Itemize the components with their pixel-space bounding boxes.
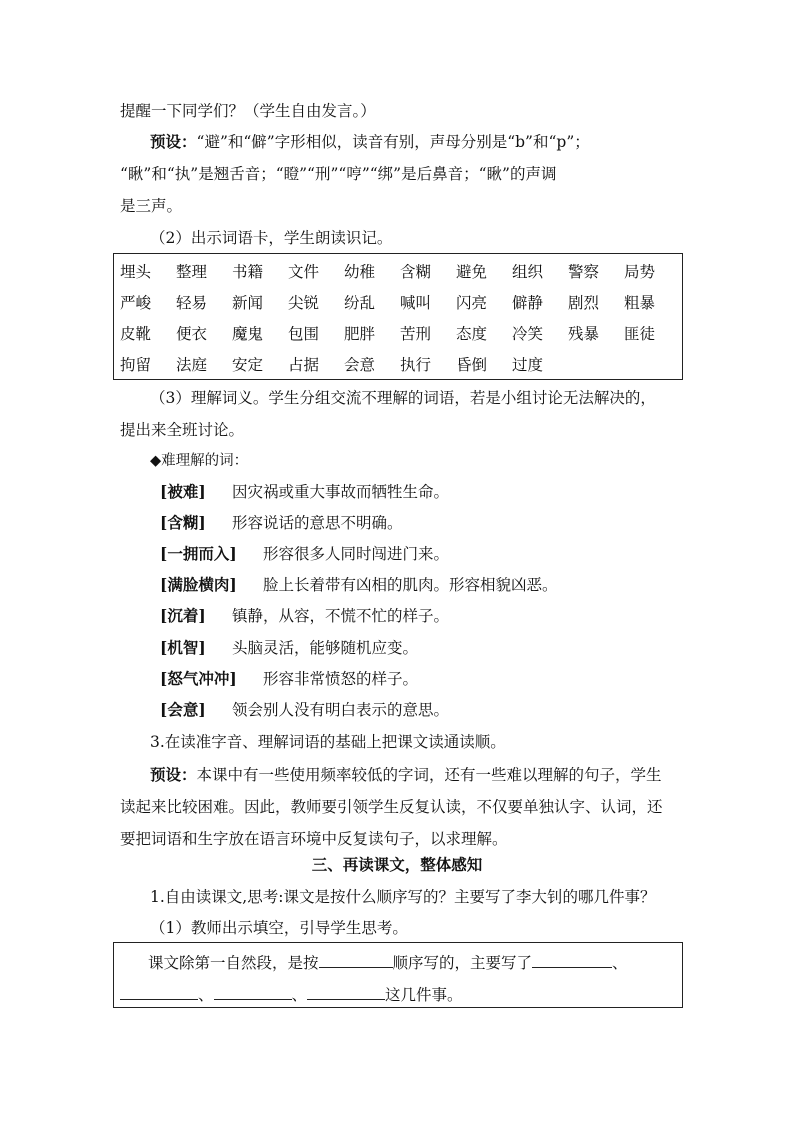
- word-card-word: 避免: [456, 263, 488, 281]
- word-card-word: 粗暴: [624, 294, 656, 312]
- step-2-line: （2）出示词语卡，学生朗读识记。: [150, 229, 393, 247]
- fill-sep-1: 、: [612, 954, 628, 972]
- fill-sep-3: 、: [291, 986, 308, 1004]
- step-3-main: 3.在读准字音、理解词语的基础上把课文读通读顺。: [150, 733, 506, 751]
- definition-meaning: 头脑灵活，能够随机应变。: [232, 639, 419, 657]
- word-card-word: 占据: [288, 356, 320, 374]
- word-card-word: 喊叫: [400, 294, 432, 312]
- word-card-word: 局势: [624, 263, 656, 281]
- word-card-word: 剧烈: [568, 294, 600, 312]
- preset2-line-2: 读起来比较困难。因此，教师要引领学生反复认读，不仅要单独认字、认词，还: [120, 798, 663, 816]
- fill-blank-1[interactable]: [532, 952, 612, 968]
- fill-blank-order[interactable]: [319, 952, 393, 968]
- fill-text-b: 顺序写的，主要写了: [392, 954, 533, 972]
- word-card-word: 新闻: [232, 294, 264, 312]
- word-card-word: 幼稚: [344, 263, 376, 281]
- word-card-word: 纷乱: [344, 294, 376, 312]
- word-card-word: 过度: [512, 356, 544, 374]
- preset2-label: 预设：: [150, 765, 197, 784]
- preset2-line-3: 要把词语和生字放在语言环境中反复读句子，以求理解。: [120, 830, 508, 848]
- word-card-word: 埋头: [120, 263, 152, 281]
- preset-label: 预设：: [150, 132, 197, 151]
- definition-meaning: 形容很多人同时闯进门来。: [263, 545, 450, 563]
- word-card-word: 尖锐: [288, 294, 320, 312]
- step-3-line-2: 提出来全班讨论。: [120, 421, 245, 439]
- word-card-word: 肥胖: [344, 325, 376, 343]
- definition-term: [被难]: [160, 482, 206, 501]
- word-card-word: 警察: [568, 263, 600, 281]
- fill-sep-2: 、: [198, 986, 214, 1004]
- preset-line-1: [150, 132, 590, 152]
- word-card-word: 安定: [232, 356, 264, 374]
- definition-term: [怒气冲冲]: [160, 669, 237, 688]
- definition-term: [机智]: [160, 638, 206, 657]
- word-card-word: 匪徒: [624, 325, 656, 343]
- definition-term: [满脸横肉]: [160, 575, 237, 594]
- task-1-line: 1.自由读课文,思考:课文是按什么顺序写的？主要写了李大钊的哪几件事？: [150, 888, 656, 906]
- preset-line-3: 是三声。: [120, 197, 183, 215]
- definition-meaning: 形容非常愤怒的样子。: [263, 670, 419, 688]
- definition-meaning: 镇静，从容，不慌不忙的样子。: [232, 607, 450, 625]
- fill-in-line-1: [148, 952, 628, 973]
- word-card-word: 昏倒: [456, 356, 488, 374]
- step-3-line-1: （3）理解词义。学生分组交流不理解的词语，若是小组讨论无法解决的，: [150, 389, 656, 407]
- preset-line-2: “瞅”和“执”是翘舌音；“瞪”“刑”“哼”“绑”是后鼻音；“瞅”的声调: [120, 165, 557, 183]
- fill-blank-2[interactable]: [120, 984, 198, 1000]
- word-card-word: 魔鬼: [232, 325, 264, 343]
- word-card-word: 便衣: [176, 325, 208, 343]
- word-card-word: 组织: [512, 263, 544, 281]
- definition-term: [含糊]: [160, 513, 206, 532]
- word-card-word: 苦刑: [400, 325, 432, 343]
- word-card-word: 整理: [176, 263, 208, 281]
- definition-term: [会意]: [160, 700, 206, 719]
- section-heading: 三、再读课文，整体感知: [311, 855, 483, 874]
- hard-words-heading: ◆难理解的词：: [150, 453, 249, 469]
- preset2-line-1: [150, 765, 662, 785]
- word-card-word: 皮靴: [120, 325, 152, 343]
- word-card-word: 文件: [288, 263, 320, 281]
- fill-blank-3[interactable]: [214, 984, 292, 1000]
- word-card-word: 拘留: [120, 356, 152, 374]
- word-card-word: 残暴: [568, 325, 600, 343]
- word-card-word: 书籍: [232, 263, 264, 281]
- word-card-word: 冷笑: [512, 325, 544, 343]
- word-card-word: 严峻: [120, 294, 152, 312]
- definition-meaning: 脸上长着带有凶相的肌肉。形容相貌凶恶。: [263, 576, 558, 594]
- word-card-word: 法庭: [176, 356, 208, 374]
- word-card-word: 闪亮: [456, 294, 488, 312]
- word-card-word: 会意: [344, 356, 376, 374]
- preset2-text: 本课中有一些使用频率较低的字词，还有一些难以理解的句子，学生: [196, 766, 662, 784]
- task-1-sub: （1）教师出示填空，引导学生思考。: [150, 919, 408, 937]
- definition-meaning: 形容说话的意思不明确。: [232, 514, 403, 532]
- definition-meaning: 因灾祸或重大事故而牺牲生命。: [232, 483, 450, 501]
- word-card-word: 僻静: [512, 294, 544, 312]
- definition-term: [沉着]: [160, 606, 206, 625]
- fill-blank-4[interactable]: [307, 984, 385, 1000]
- fill-text-a: 课文除第一自然段，是按: [148, 954, 319, 972]
- word-card-word: 含糊: [400, 263, 432, 281]
- preset-text: “避”和“僻”字形相似，读音有别，声母分别是“b”和“p”；: [196, 133, 590, 151]
- word-card-word: 态度: [456, 325, 488, 343]
- word-card-word: 执行: [400, 356, 432, 374]
- word-card-word: 包围: [288, 325, 320, 343]
- word-card-word: 轻易: [176, 294, 208, 312]
- definition-meaning: 领会别人没有明白表示的意思。: [232, 701, 450, 719]
- intro-line: 提醒一下同学们？（学生自由发言。）: [120, 102, 376, 120]
- fill-text-c: 这几件事。: [385, 986, 463, 1004]
- definition-term: [一拥而入]: [160, 544, 237, 563]
- fill-in-line-2: [120, 984, 463, 1005]
